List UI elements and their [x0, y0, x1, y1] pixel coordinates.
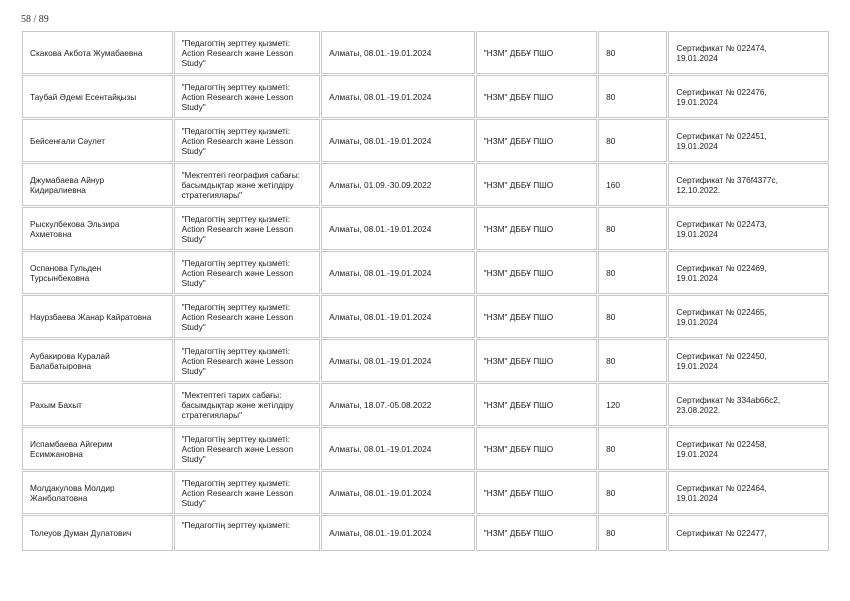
course-title-cell — [174, 339, 321, 382]
certificate-cell — [668, 295, 829, 338]
hours-cell — [598, 163, 667, 206]
hours-cell — [598, 251, 667, 294]
organization-cell — [476, 75, 597, 118]
hours-cell-text: 80 — [606, 355, 616, 366]
table-row — [22, 515, 829, 551]
person-name-cell — [22, 515, 173, 551]
course-title-cell-text: "Педагогтің зерттеу қызметі: Action Research және Lesson Study" — [181, 125, 294, 156]
certificate-cell-text: Сертификат № 022469, 19.01.2024 — [676, 262, 767, 283]
organization-cell — [476, 515, 597, 551]
place-dates-cell-text: Алматы, 08.01.-19.01.2024 — [329, 487, 432, 498]
course-title-cell — [174, 75, 321, 118]
person-name-cell-text: Толеуов Думан Дулатович — [30, 528, 132, 538]
certificate-cell-text: Сертификат № 376f4377c, 12.10.2022. — [676, 174, 778, 195]
organization-cell-text: "НЗМ" ДББҰ ПШО — [483, 223, 554, 234]
organization-cell-text: "НЗМ" ДББҰ ПШО — [483, 311, 554, 322]
records-table — [21, 30, 830, 552]
certificate-cell — [668, 251, 829, 294]
person-name-cell — [22, 295, 173, 338]
organization-cell — [476, 471, 597, 514]
table-row — [22, 163, 829, 206]
hours-cell-text: 80 — [606, 135, 616, 146]
certificate-cell-text: Сертификат № 334ab66c2, 23.08.2022. — [676, 394, 781, 415]
course-title-cell — [174, 383, 321, 426]
certificate-cell-text: Сертификат № 022477, — [676, 528, 767, 538]
person-name-cell-text: Испамбаева Айгерим Есимжановна — [30, 438, 113, 459]
place-dates-cell — [321, 119, 475, 162]
course-title-cell — [174, 515, 321, 551]
place-dates-cell-text: Алматы, 08.01.-19.01.2024 — [329, 91, 432, 102]
course-title-cell-text: "Педагогтің зерттеу қызметі: — [181, 520, 291, 530]
hours-cell-text: 80 — [606, 311, 616, 322]
person-name-cell-text: Оспанова Гульден Турсынбековна — [30, 262, 102, 283]
hours-cell — [598, 471, 667, 514]
person-name-cell — [22, 251, 173, 294]
place-dates-cell-text: Алматы, 08.01.-19.01.2024 — [329, 47, 432, 58]
hours-cell-text: 160 — [606, 179, 620, 190]
place-dates-cell-text: Алматы, 08.01.-19.01.2024 — [329, 443, 432, 454]
table-row — [22, 31, 829, 74]
course-title-cell — [174, 295, 321, 338]
course-title-cell — [174, 427, 321, 470]
organization-cell-text: "НЗМ" ДББҰ ПШО — [483, 443, 554, 454]
course-title-cell — [174, 251, 321, 294]
course-title-cell-text: "Мектептегі тарих сабағы: басымдықтар және жетілдіру стратегиялары" — [181, 389, 294, 420]
records-table-body — [22, 31, 829, 551]
certificate-cell — [668, 427, 829, 470]
course-title-cell-text: "Педагогтің зерттеу қызметі: Action Research және Lesson Study" — [181, 213, 294, 244]
hours-cell-text: 80 — [606, 267, 616, 278]
organization-cell — [476, 31, 597, 74]
course-title-cell-text: "Педагогтің зерттеу қызметі: Action Research және Lesson Study" — [181, 37, 294, 68]
course-title-cell-text: "Педагогтің зерттеу қызметі: Action Research және Lesson Study" — [181, 345, 294, 376]
certificate-cell-text: Сертификат № 022473, 19.01.2024 — [676, 218, 767, 239]
person-name-cell-text: Джумабаева Айнур Кидиралиевна — [30, 174, 105, 195]
place-dates-cell-text: Алматы, 08.01.-19.01.2024 — [329, 528, 432, 538]
hours-cell — [598, 75, 667, 118]
certificate-cell — [668, 471, 829, 514]
person-name-cell — [22, 31, 173, 74]
hours-cell — [598, 339, 667, 382]
hours-cell — [598, 31, 667, 74]
organization-cell — [476, 295, 597, 338]
hours-cell-text: 80 — [606, 91, 616, 102]
table-row — [22, 119, 829, 162]
certificate-cell — [668, 383, 829, 426]
organization-cell-text: "НЗМ" ДББҰ ПШО — [483, 135, 554, 146]
hours-cell — [598, 295, 667, 338]
person-name-cell — [22, 471, 173, 514]
person-name-cell-text: Рахым Бахыт — [30, 399, 82, 410]
person-name-cell-text: Аубакирова Куралай Балабатыровна — [30, 350, 110, 371]
certificate-cell-text: Сертификат № 022474, 19.01.2024 — [676, 42, 767, 63]
certificate-cell — [668, 515, 829, 551]
place-dates-cell — [321, 295, 475, 338]
hours-cell-text: 80 — [606, 223, 616, 234]
organization-cell-text: "НЗМ" ДББҰ ПШО — [483, 528, 554, 538]
place-dates-cell — [321, 251, 475, 294]
hours-cell-text: 120 — [606, 399, 620, 410]
course-title-cell-text: "Педагогтің зерттеу қызметі: Action Research және Lesson Study" — [181, 301, 294, 332]
organization-cell — [476, 207, 597, 250]
organization-cell-text: "НЗМ" ДББҰ ПШО — [483, 355, 554, 366]
organization-cell — [476, 119, 597, 162]
organization-cell — [476, 163, 597, 206]
course-title-cell-text: "Педагогтің зерттеу қызметі: Action Research және Lesson Study" — [181, 433, 294, 464]
course-title-cell-text: "Педагогтің зерттеу қызметі: Action Research және Lesson Study" — [181, 81, 294, 112]
person-name-cell — [22, 163, 173, 206]
certificate-cell-text: Сертификат № 022458, 19.01.2024 — [676, 438, 767, 459]
table-row — [22, 427, 829, 470]
organization-cell-text: "НЗМ" ДББҰ ПШО — [483, 179, 554, 190]
place-dates-cell — [321, 207, 475, 250]
table-row — [22, 75, 829, 118]
hours-cell — [598, 515, 667, 551]
person-name-cell-text: Таубай Әдемі Есентайқызы — [30, 91, 137, 102]
hours-cell-text: 80 — [606, 528, 616, 538]
organization-cell — [476, 427, 597, 470]
organization-cell-text: "НЗМ" ДББҰ ПШО — [483, 267, 554, 278]
table-row — [22, 383, 829, 426]
certificate-cell-text: Сертификат № 022451, 19.01.2024 — [676, 130, 767, 151]
person-name-cell-text: Скакова Акбота Жумабаевна — [30, 47, 143, 58]
organization-cell-text: "НЗМ" ДББҰ ПШО — [483, 91, 554, 102]
table-row — [22, 471, 829, 514]
place-dates-cell — [321, 31, 475, 74]
course-title-cell-text: "Педагогтің зерттеу қызметі: Action Research және Lesson Study" — [181, 477, 294, 508]
place-dates-cell — [321, 339, 475, 382]
course-title-cell-text: "Мектептегі география сабағы: басымдықтар және жетілдіру стратегиялары" — [181, 169, 300, 200]
certificate-cell — [668, 75, 829, 118]
place-dates-cell — [321, 75, 475, 118]
course-title-cell — [174, 471, 321, 514]
hours-cell-text: 80 — [606, 443, 616, 454]
table-row — [22, 251, 829, 294]
certificate-cell — [668, 31, 829, 74]
certificate-cell — [668, 207, 829, 250]
course-title-cell — [174, 119, 321, 162]
place-dates-cell-text: Алматы, 18.07.-05.08.2022 — [329, 399, 432, 410]
hours-cell-text: 80 — [606, 487, 616, 498]
place-dates-cell-text: Алматы, 08.01.-19.01.2024 — [329, 267, 432, 278]
certificate-cell — [668, 163, 829, 206]
place-dates-cell-text: Алматы, 08.01.-19.01.2024 — [329, 311, 432, 322]
place-dates-cell-text: Алматы, 08.01.-19.01.2024 — [329, 135, 432, 146]
table-row — [22, 339, 829, 382]
person-name-cell — [22, 339, 173, 382]
hours-cell-text: 80 — [606, 47, 616, 58]
person-name-cell-text: Бейсенғали Сәулет — [30, 135, 106, 146]
place-dates-cell-text: Алматы, 01.09.-30.09.2022 — [329, 179, 432, 190]
table-row — [22, 295, 829, 338]
organization-cell — [476, 339, 597, 382]
place-dates-cell-text: Алматы, 08.01.-19.01.2024 — [329, 355, 432, 366]
organization-cell — [476, 383, 597, 426]
organization-cell — [476, 251, 597, 294]
certificate-cell — [668, 119, 829, 162]
place-dates-cell — [321, 163, 475, 206]
course-title-cell-text: "Педагогтің зерттеу қызметі: Action Research және Lesson Study" — [181, 257, 294, 288]
person-name-cell — [22, 207, 173, 250]
person-name-cell-text: Молдакулова Молдир Жанболатовна — [30, 482, 115, 503]
place-dates-cell — [321, 427, 475, 470]
place-dates-cell — [321, 471, 475, 514]
person-name-cell — [22, 427, 173, 470]
organization-cell-text: "НЗМ" ДББҰ ПШО — [483, 399, 554, 410]
person-name-cell — [22, 119, 173, 162]
place-dates-cell — [321, 515, 475, 551]
certificate-cell-text: Сертификат № 022476, 19.01.2024 — [676, 86, 767, 107]
person-name-cell-text: Наурзбаева Жанар Кайратовна — [30, 311, 152, 322]
certificate-cell-text: Сертификат № 022450, 19.01.2024 — [676, 350, 767, 371]
course-title-cell — [174, 163, 321, 206]
page-counter: 58 / 89 — [21, 14, 49, 25]
person-name-cell-text: Рыскулбекова Эльзира Ахметовна — [30, 218, 120, 239]
organization-cell-text: "НЗМ" ДББҰ ПШО — [483, 47, 554, 58]
person-name-cell — [22, 383, 173, 426]
hours-cell — [598, 207, 667, 250]
certificate-cell — [668, 339, 829, 382]
certificate-cell-text: Сертификат № 022464, 19.01.2024 — [676, 482, 767, 503]
table-row — [22, 207, 829, 250]
hours-cell — [598, 119, 667, 162]
hours-cell — [598, 427, 667, 470]
organization-cell-text: "НЗМ" ДББҰ ПШО — [483, 487, 554, 498]
course-title-cell — [174, 31, 321, 74]
hours-cell — [598, 383, 667, 426]
person-name-cell — [22, 75, 173, 118]
place-dates-cell — [321, 383, 475, 426]
certificate-cell-text: Сертификат № 022465, 19.01.2024 — [676, 306, 767, 327]
place-dates-cell-text: Алматы, 08.01.-19.01.2024 — [329, 223, 432, 234]
course-title-cell — [174, 207, 321, 250]
